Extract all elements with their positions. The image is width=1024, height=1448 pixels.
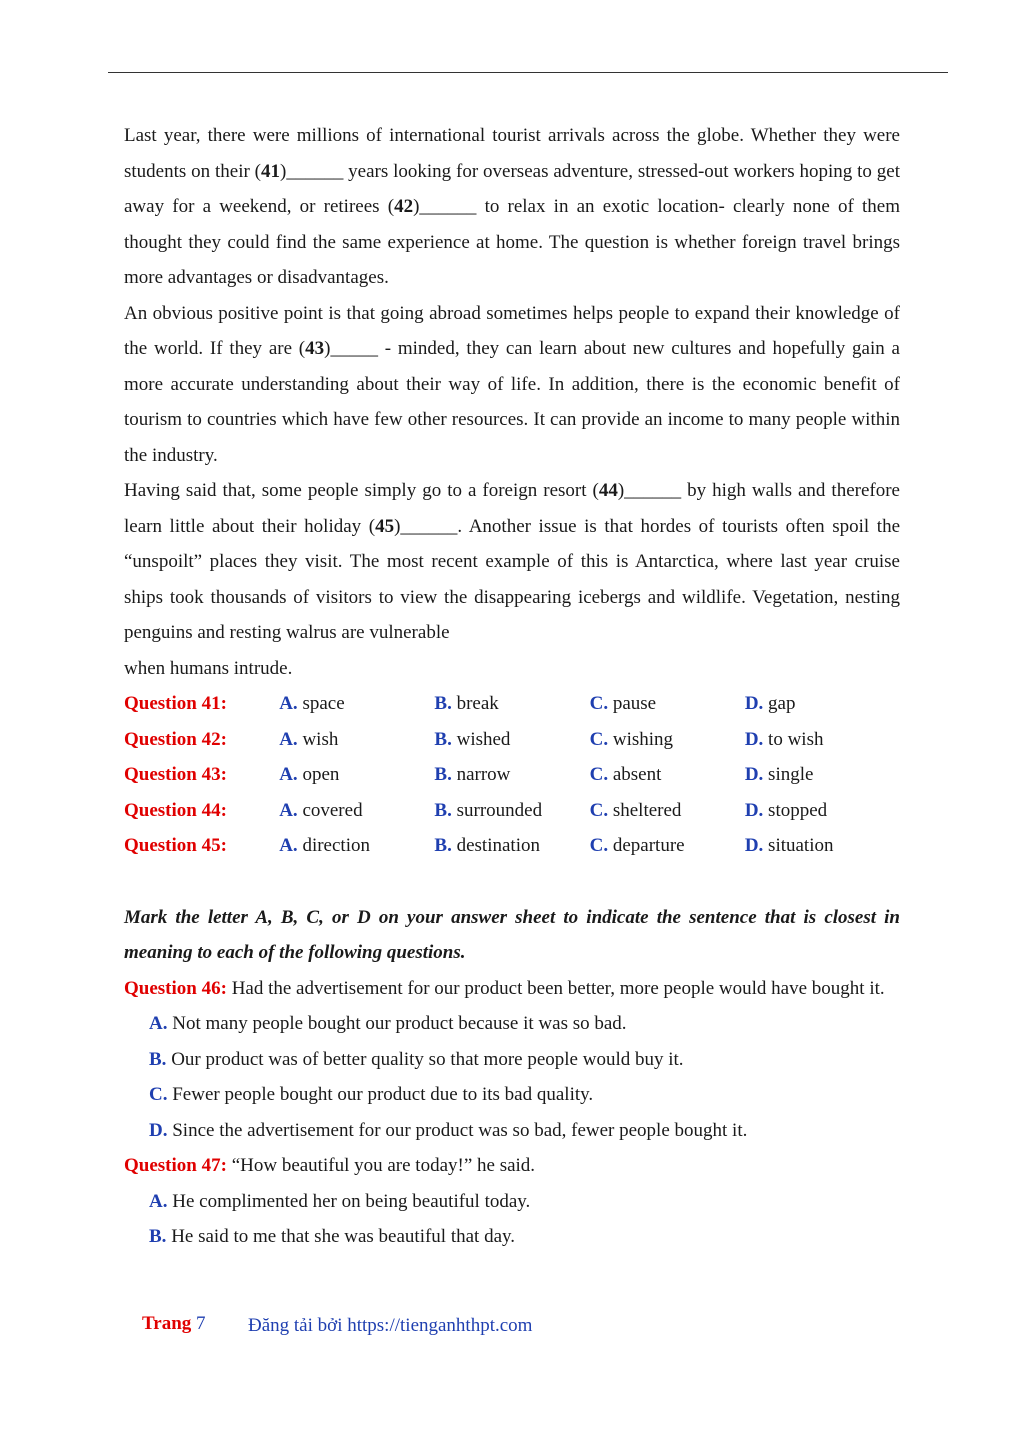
option-letter: A.: [279, 764, 298, 785]
answer-option: [124, 1042, 900, 1078]
option-letter: C.: [589, 693, 609, 714]
question-label: Question 43:: [124, 764, 227, 785]
option-text: wishing: [608, 728, 674, 750]
answer-option: [745, 722, 900, 758]
answer-option: [124, 1006, 900, 1042]
question-label: Question 45:: [124, 835, 227, 856]
option-text: Not many people bought our product because it was so bad.: [167, 1013, 627, 1034]
page-number: [142, 1313, 206, 1334]
option-letter: D.: [149, 1119, 168, 1141]
option-letter: A.: [149, 1013, 168, 1034]
option-text: single: [763, 764, 814, 785]
answer-option: [590, 828, 745, 864]
option-letter: A.: [279, 693, 298, 714]
answer-option: [434, 793, 589, 829]
option-text: sheltered: [608, 799, 682, 821]
option-text: gap: [763, 693, 796, 714]
question-47-label: Question 47:: [124, 1155, 227, 1176]
option-text: stopped: [763, 799, 828, 821]
section-instruction: Mark the letter A, B, C, or D on your answer sheet to indicate the sentence that is closest in meaning to each of the following questions.: [124, 906, 900, 963]
answer-option: [124, 1113, 900, 1149]
option-text: He said to me that she was beautiful that day.: [166, 1226, 516, 1247]
option-text: destination: [451, 835, 540, 856]
option-text: wished: [451, 728, 511, 750]
page-word: Trang: [142, 1313, 192, 1334]
option-text: break: [451, 693, 499, 714]
question-46-options: [124, 1006, 900, 1148]
question-46-stem: [124, 971, 900, 1007]
option-letter: B.: [434, 764, 452, 785]
question-row: [124, 828, 900, 864]
answer-option: [434, 686, 589, 722]
passage-text: Having said that, some people simply go to a foreign resort (: [124, 480, 599, 501]
option-letter: D.: [744, 764, 764, 785]
option-text: wish: [297, 728, 339, 750]
question-row: [124, 757, 900, 793]
option-letter: C.: [589, 728, 609, 750]
answer-option: [434, 722, 589, 758]
option-text: absent: [608, 764, 662, 785]
passage-text: )______ years looking for overseas adventure, stressed-out workers hoping to get away for a weekend, or retirees (: [124, 160, 900, 217]
passage-text: )______. Another issue is that hordes of tourists often spoil the “unspoilt” places they visit. The most recent example of this is Antarctica, where last year cruise ships took thousands of visitors to view the disappearing icebergs and wildlife. Vegetation, nesting penguins and resting walrus are vulnerable: [124, 515, 900, 643]
answer-option: [279, 793, 434, 829]
option-letter: A.: [279, 728, 298, 750]
option-text: Our product was of better quality so that more people would buy it.: [166, 1048, 684, 1070]
passage-text: )_____ - minded, they can learn about new cultures and hopefully gain a more accurate understanding about their way of life. In addition, there is the economic benefit of tourism to countries which have few other resources. It can provide an income to many people within the industry.: [124, 338, 900, 466]
question-46-label: Question 46:: [124, 977, 227, 999]
blank-number: 43: [305, 338, 325, 359]
question-label: Question 42:: [124, 728, 227, 750]
option-letter: B.: [149, 1226, 167, 1247]
option-text: space: [297, 693, 345, 714]
question-row: [124, 793, 900, 829]
question-label: Question 41:: [124, 693, 227, 714]
option-text: covered: [297, 799, 363, 821]
question-47-text: “How beautiful you are today!” he said.: [231, 1155, 536, 1176]
page-num: 7: [196, 1313, 206, 1334]
passage-text: Last year, there were millions of international tourist arrivals across the globe. Whether they were students on their (: [124, 125, 900, 182]
option-letter: D.: [744, 728, 764, 750]
answer-option: [745, 793, 900, 829]
uploaded-by-link[interactable]: Đăng tải bởi https://tienganhthpt.com: [248, 1315, 533, 1336]
answer-option: [434, 757, 589, 793]
option-text: He complimented her on being beautiful today.: [167, 1190, 531, 1212]
option-letter: B.: [149, 1048, 167, 1070]
option-text: surrounded: [451, 799, 543, 821]
passage-paragraph-2: [124, 296, 900, 474]
page-content: [124, 118, 900, 1255]
option-text: open: [297, 764, 340, 785]
option-letter: A.: [279, 799, 298, 821]
passage-paragraph-3-end: when humans intrude.: [124, 657, 293, 679]
answer-option: [124, 1077, 900, 1113]
option-text: Fewer people bought our product due to its bad quality.: [167, 1084, 594, 1105]
option-text: narrow: [451, 764, 511, 785]
question-label: Question 44:: [124, 799, 227, 821]
option-text: departure: [608, 835, 685, 856]
answer-option: [279, 686, 434, 722]
option-letter: B.: [434, 693, 452, 714]
answer-option: [745, 686, 900, 722]
question-row: [124, 686, 900, 722]
answer-option: [124, 1184, 900, 1220]
answer-option: [279, 722, 434, 758]
passage-text: )______ by high walls and therefore learn little about their holiday (: [124, 480, 900, 537]
answer-option: [745, 828, 900, 864]
answer-option: [590, 793, 745, 829]
question-47-options: [124, 1184, 900, 1255]
option-letter: C.: [589, 799, 609, 821]
option-letter: D.: [744, 835, 764, 856]
passage-paragraph-3: [124, 473, 900, 651]
option-letter: B.: [434, 728, 452, 750]
option-letter: A.: [279, 835, 298, 856]
passage-text: )______ to relax in an exotic location- clearly none of them thought they could find the same experience at home. The question is whether foreign travel brings more advantages or disadvantages.: [124, 196, 900, 288]
option-letter: A.: [149, 1190, 168, 1212]
question-47-stem: [124, 1148, 900, 1184]
answer-option: [279, 757, 434, 793]
option-letter: B.: [434, 799, 452, 821]
passage-text: An obvious positive point is that going abroad sometimes helps people to expand their knowledge of the world. If they are (: [124, 302, 900, 359]
option-text: Since the advertisement for our product was so bad, fewer people bought it.: [167, 1119, 748, 1141]
answer-option: [124, 1219, 900, 1255]
option-letter: C.: [589, 835, 609, 856]
option-text: direction: [297, 835, 370, 856]
option-letter: D.: [744, 799, 764, 821]
option-letter: D.: [744, 693, 764, 714]
answer-option: [590, 722, 745, 758]
answer-option: [279, 828, 434, 864]
blank-number: 41: [261, 160, 280, 182]
answer-option: [434, 828, 589, 864]
answer-option: [590, 686, 745, 722]
answer-option: [745, 757, 900, 793]
answer-option: [590, 757, 745, 793]
question-46-text: Had the advertisement for our product been better, more people would have bought it.: [231, 977, 885, 999]
page-footer: [142, 1313, 533, 1336]
option-text: to wish: [763, 728, 824, 750]
blank-number: 44: [598, 480, 618, 501]
blank-number: 45: [375, 515, 395, 537]
question-row: [124, 722, 900, 758]
option-letter: C.: [149, 1084, 168, 1105]
option-text: pause: [608, 693, 657, 714]
header-rule: [108, 72, 948, 73]
blank-number: 42: [394, 196, 414, 217]
cloze-question-list: [124, 686, 900, 864]
option-text: situation: [763, 835, 834, 856]
passage-paragraph-1: [124, 118, 900, 296]
option-letter: B.: [434, 835, 452, 856]
option-letter: C.: [589, 764, 609, 785]
